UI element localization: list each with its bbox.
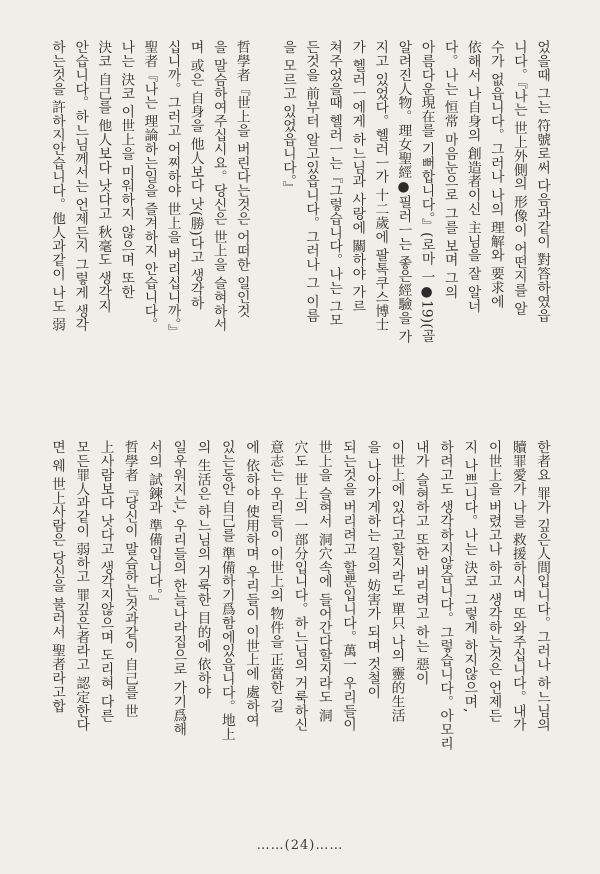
text-column: 하려고도 생각하지않습니다。그렇습니다。아모리 [437,440,453,751]
text-column: 든것을 前부터 알고있읍니다。그러나 그 이름 [303,40,320,323]
text-column: 上사람보다 낫다고 생각지않으며 도리혀 다른 [97,440,114,723]
text-column: 의 生活은 하느님의 거룩한 目的에 依하야 [194,440,211,699]
text-column: 하는것을 許하지안습니다。他人과같이 나도 弱 [49,40,66,332]
text-column: 지고 있었다。헬러ㅡ가 十二歲에 팔톡쿠스博士 [372,40,389,332]
text-column: 나는 決코 이世上을 미워하지 않으며 또한 [118,40,135,299]
text-column: 決코 自己를 他人보다 낫다고 秋毫도 생각지 [95,40,112,313]
text-column: 쳐주었을때 헬러ㅡ는『그렇습니다。나는 그모 [326,40,343,327]
blank-column [254,40,275,370]
text-column: 니다。『나는 世上外側의 形像이 어떤지를 알 [510,40,527,316]
text-column: 穴도 世上의 一部分입니다。하느님의 거룩하신 [291,440,308,732]
text-column: 을 모르고 있었읍니다。』 [279,40,296,195]
text-column: 며 或은 自身을 他人보다 낫(勝)다고 생각하 [187,40,204,310]
text-column: 면 웨 世上사람은 당신을 불러서 聖者라고합 [49,440,65,713]
text-column: 지 나쁘니다。나는 決코 그렇게 하지않으며, [461,440,478,713]
text-column: 을 말슴하여주십시요。당신은 世上을 슬혀하서 [210,40,227,332]
text-column: 가 헬러ㅡ에게 하느님과 사랑에 關하야 가르 [349,40,366,313]
text-column: 었을때 그는 符號로써 다음과같이 對答하였읍 [534,40,550,323]
text-column: 依해서 나自身의 創造者이신 主님을 잘 알너 [464,40,481,313]
text-column: 일우워지는, 우리들의 한늘나라집으로 가기爲해 [170,440,187,736]
text-column: 한者요 罪가 깊은人間입니다。그러나 하느님의 [534,440,550,732]
text-column: 贖罪愛가 나를 救援하시며 또와주십니다。내가 [509,440,526,732]
text-column: 哲學者『世上을 버린다는것은 어떠한 일인것 [233,40,250,318]
text-column: 을 나아가게하는 길의 妨害가 되며 것철이 [364,440,381,699]
text-column: 에 依하야 使用하며 우리들이 이世上에 處하여 [243,440,259,727]
page-number: ……(24)…… [256,838,344,853]
text-column: 世上을 슬혀서 洞穴속에 들어간다할지라도 洞 [315,440,332,723]
text-column: 되는것을 버리려고 할뿐입니다。萬一 우리들이 [340,440,356,732]
text-column: 이世上에 있다고할지라도 單只 나의 靈的生活 [388,440,405,723]
text-column: 안습니다。하느님께서는 언제든지 그렇게 생각 [72,40,89,332]
text-column: 다。나는 恒常 마음눈으로 그를 보며 그의 [441,40,458,299]
text-column: 알려진人物。理女聖經●필러ㅡ는 좋은經驗을 가 [395,40,412,344]
text-column: 意志는 우리들이 이世上의 物件을 正當한 길 [267,440,284,713]
text-column: 십니까。그러고 어찌하야 世上을 버리십니까。』 [164,40,181,339]
text-column: 있는동안 自己를 準備하기爲함에있읍니다。地上 [218,440,235,741]
text-column: 聖者『나는 理論하는일을 즐겨하지 안습니다。 [141,40,158,332]
text-column: 아름다운現在를 기뻐합니다。』(로마 一●19)(골 [418,40,435,343]
text-column: 내가 슬혀하고 또한 버리려고 하는 惡이 [412,440,429,685]
lower-text-block [46,440,552,824]
text-column: 이世上을 버렸고나 하고 생각하는것은 언제든 [485,440,502,723]
text-column: 수가 없읍니다。그러나 나의 理解와 要求에 [487,40,504,309]
text-column: 서의 試鍊과 準備입니다。』 [146,440,162,609]
upper-text-block [46,40,552,370]
text-column: 哲學者『당신이 말슴하는것과같이 自己를 世 [121,440,138,718]
text-column: 모든罪人과같이 弱하고 罪깊은者라고 認定한다 [73,440,90,732]
